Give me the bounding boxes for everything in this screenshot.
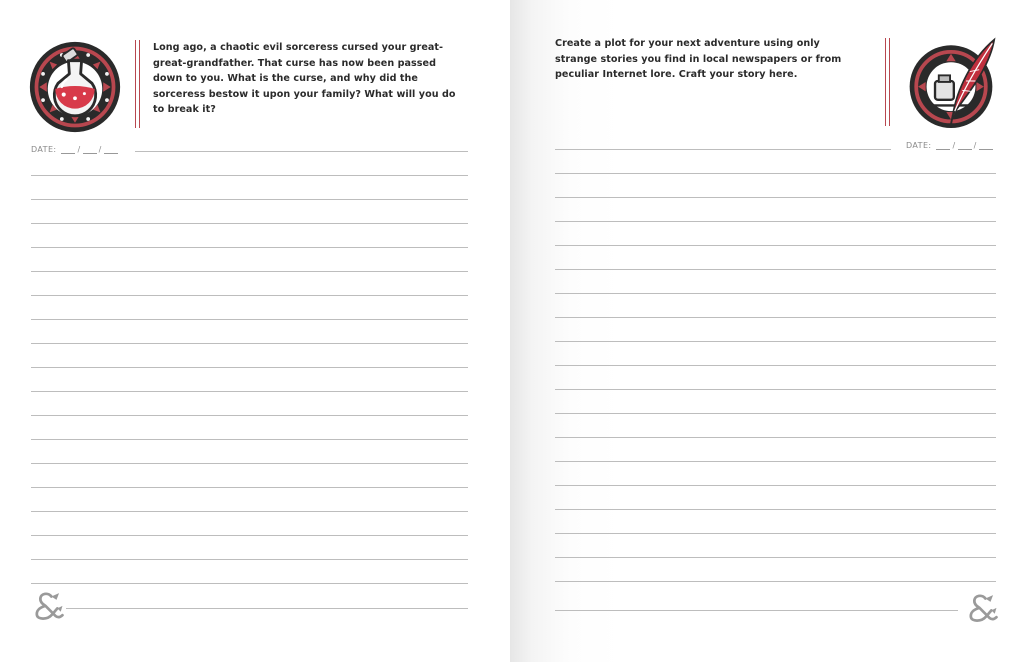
writing-line[interactable] — [555, 149, 891, 150]
date-year-blank[interactable] — [979, 141, 993, 150]
writing-line[interactable] — [555, 269, 996, 270]
writing-line[interactable] — [555, 389, 996, 390]
writing-line[interactable] — [555, 341, 996, 342]
writing-line[interactable] — [31, 511, 468, 512]
journal-prompt: Create a plot for your next adventure using only strange stories you find in local newspapers or from peculiar Internet lore. Craft your story here. — [555, 38, 842, 81]
writing-line[interactable] — [31, 463, 468, 464]
writing-line[interactable] — [31, 271, 468, 272]
left-page — [0, 0, 510, 662]
writing-line[interactable] — [31, 223, 468, 224]
date-label: DATE: — [31, 145, 57, 154]
writing-line[interactable] — [31, 343, 468, 344]
writing-line[interactable] — [31, 319, 468, 320]
journal-prompt: Long ago, a chaotic evil sorceress cursed your great-great-grandfather. That curse has now been passed down to you. What is the curse, and why did the sorceress bestow it upon your family? What will you do to break it? — [153, 42, 456, 116]
date-separator: / — [77, 145, 81, 154]
writing-line[interactable] — [555, 610, 958, 611]
writing-line[interactable] — [555, 293, 996, 294]
date-label: DATE: — [906, 141, 932, 150]
writing-line[interactable] — [555, 461, 996, 462]
date-separator: / — [973, 141, 977, 150]
date-month-blank[interactable] — [61, 145, 75, 154]
date-year-blank[interactable] — [104, 145, 118, 154]
writing-line[interactable] — [555, 221, 996, 222]
writing-line[interactable] — [555, 173, 996, 174]
prompt-accent-rule — [885, 38, 890, 126]
writing-line[interactable] — [555, 509, 996, 510]
ampersand-logo — [31, 590, 65, 620]
writing-line[interactable] — [31, 415, 468, 416]
date-day-blank[interactable] — [83, 145, 97, 154]
date-separator: / — [952, 141, 956, 150]
quill-and-ink-icon — [904, 34, 998, 128]
writing-line[interactable] — [31, 559, 468, 560]
ampersand-logo — [965, 592, 999, 622]
writing-line[interactable] — [555, 437, 996, 438]
date-month-blank[interactable] — [936, 141, 950, 150]
writing-line[interactable] — [31, 295, 468, 296]
writing-line[interactable] — [66, 608, 468, 609]
writing-line[interactable] — [555, 413, 996, 414]
writing-line[interactable] — [31, 199, 468, 200]
writing-line[interactable] — [555, 365, 996, 366]
writing-line[interactable] — [555, 557, 996, 558]
writing-line[interactable] — [31, 439, 468, 440]
prompt-accent-rule — [135, 40, 140, 128]
date-field[interactable] — [906, 141, 995, 150]
writing-line[interactable] — [555, 533, 996, 534]
potion-bottle-icon — [28, 40, 122, 134]
writing-line[interactable] — [31, 487, 468, 488]
writing-line[interactable] — [31, 367, 468, 368]
date-field[interactable] — [31, 145, 120, 154]
date-day-blank[interactable] — [958, 141, 972, 150]
writing-line[interactable] — [31, 247, 468, 248]
date-separator: / — [98, 145, 102, 154]
writing-line[interactable] — [31, 391, 468, 392]
writing-line[interactable] — [555, 485, 996, 486]
writing-line[interactable] — [135, 151, 468, 152]
writing-line[interactable] — [31, 583, 468, 584]
writing-line[interactable] — [555, 317, 996, 318]
writing-line[interactable] — [555, 245, 996, 246]
writing-line[interactable] — [31, 175, 468, 176]
writing-line[interactable] — [555, 581, 996, 582]
writing-line[interactable] — [31, 535, 468, 536]
right-page — [510, 0, 1024, 662]
writing-line[interactable] — [555, 197, 996, 198]
